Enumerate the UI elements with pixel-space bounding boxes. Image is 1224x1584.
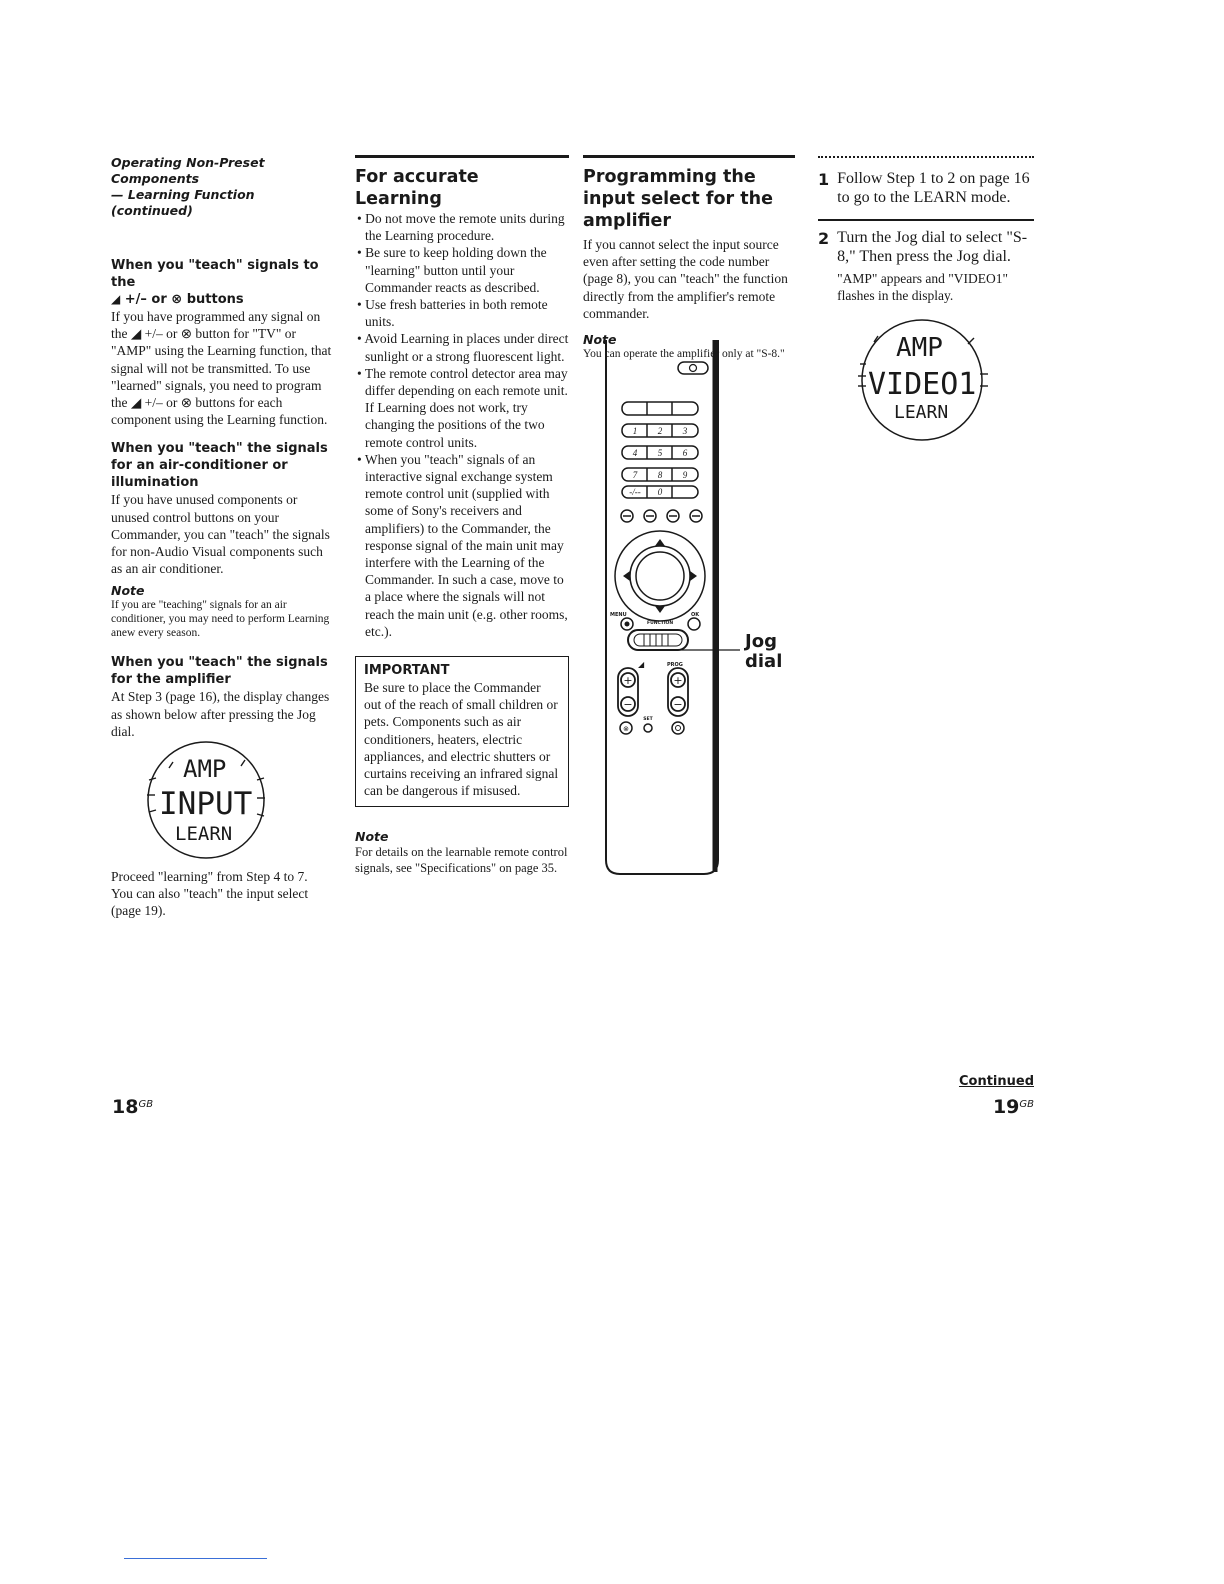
set-button[interactable]: [644, 724, 652, 732]
key-7: 7: [632, 470, 638, 480]
section-heading-amplifier: When you "teach" the signals for the amplifier: [111, 655, 328, 688]
running-head: [111, 155, 333, 219]
list-item: • When you "teach" signals of an interactive signal exchange system remote control unit (supplied with some of Sony's receivers and amplifiers) to the Commander, the response signal of the main unit may interfere with the Learning of the Commander. In such a case, move to a place where the signals will not reach the main unit (e.g. other rooms, etc.).: [357, 451, 568, 639]
heading-line-2: +/– or ⊗ buttons: [124, 292, 244, 307]
lcd-display-video1: [818, 316, 1034, 446]
lcd-bottom-text: LEARN: [175, 823, 233, 846]
input-button-row[interactable]: [622, 402, 698, 415]
step-subtext: "AMP" appears and "VIDEO1" flashes in the display.: [837, 271, 1009, 304]
menu-label: MENU: [610, 612, 627, 618]
sleep-button[interactable]: [672, 722, 684, 734]
key-8: 8: [657, 470, 663, 480]
lcd-main-text: VIDEO1: [868, 367, 977, 403]
lcd-main-text: INPUT: [159, 786, 253, 823]
key-3: 3: [682, 426, 688, 436]
list-item: • Avoid Learning in places under direct sunlight or a strong fluorescent light.: [357, 331, 569, 364]
note-heading: Note: [583, 332, 617, 348]
middle-column: [355, 155, 569, 876]
lcd-display-input: [111, 740, 333, 860]
note-heading: Note: [111, 583, 145, 599]
running-head-line-3: — Learning Function (continued): [111, 187, 255, 218]
important-box: [355, 656, 569, 806]
mute-icon: ⊗: [623, 725, 629, 733]
section-heading-air-conditioner: When you "teach" the signals for an air-conditioner or illumination: [111, 441, 328, 491]
remote-illustration: [600, 340, 790, 880]
important-heading: IMPORTANT: [364, 663, 450, 679]
divider: [818, 156, 1034, 158]
section-input-select: [583, 155, 795, 361]
key-6: 6: [682, 448, 688, 458]
key-9: 9: [682, 470, 688, 480]
step-2: [818, 229, 1034, 304]
volume-icon: ◢: [638, 660, 645, 669]
running-head-line-1: Operating Non-Preset: [111, 155, 265, 170]
list-item: • The remote control detector area may differ depending on each remote unit. If Learning does not work, try changing the positions of the two remote control units.: [357, 365, 568, 450]
step-text: Follow Step 1 to 2 on page 16 to go to the LEARN mode.: [837, 170, 1030, 206]
divider: [818, 219, 1034, 221]
step-text: Turn the Jog dial to select "S-8," Then press the Jog dial.: [837, 229, 1028, 265]
power-button[interactable]: [678, 362, 708, 374]
lcd-display-graphic: [111, 740, 333, 860]
list-item: • Do not move the remote units during the Learning procedure.: [357, 211, 565, 244]
note-text: You can operate the amplifier only at "S-8.": [583, 348, 785, 361]
note-heading: Note: [355, 828, 389, 844]
section-heading-teach-buttons: [111, 257, 333, 308]
important-body: Be sure to place the Commander out of the reach of small children or pets. Components such as air conditioners, heaters, electric appliances, and electric shutters or curtains receiving an infrared signal can be dangerous if misused.: [364, 680, 559, 799]
lcd-top-text: AMP: [896, 333, 943, 364]
key-4: 4: [632, 448, 638, 458]
lcd-display-graphic: [818, 316, 1034, 446]
arrow-up-icon: [655, 539, 665, 546]
lcd-top-text: AMP: [183, 755, 227, 784]
lcd-bottom-text: LEARN: [894, 402, 949, 424]
key-2: 2: [657, 426, 663, 436]
section-body-amplifier: At Step 3 (page 16), the display changes as shown below after pressing the Jog dial.: [111, 689, 330, 739]
running-head-line-2: Components: [111, 171, 200, 186]
key-dash: -/--: [629, 487, 641, 497]
arrow-left-icon: [623, 571, 630, 581]
page-number-left: $18^{GB}$: [112, 1096, 154, 1118]
note-text: For details on the learnable remote control signals, see "Specifications" on page 35.: [355, 844, 568, 875]
ok-label: OK: [691, 612, 700, 618]
third-column: [583, 155, 795, 361]
key-5: 5: [657, 448, 663, 458]
ok-button[interactable]: [688, 618, 700, 630]
section-body-air-conditioner: If you have unused components or unused control buttons on your Commander, you can "teach" the signals for non-Audio Visual components such as an air conditioner.: [111, 492, 330, 577]
note-text: If you are "teaching" signals for an air conditioner, you may need to perform Learning anew every season.: [111, 599, 330, 640]
section-heading-input-select: Programming the input select for the amplifier: [583, 167, 773, 231]
remote-graphic: [600, 340, 790, 880]
tips-list: [355, 210, 569, 640]
left-column: [111, 155, 333, 920]
after-text-2: You can also "teach" the input select (page 19).: [111, 886, 309, 919]
jog-dial-callout: Jog dial: [745, 631, 783, 672]
after-text-1: Proceed "learning" from Step 4 to 7.: [111, 869, 308, 885]
list-item: • Be sure to keep holding down the "learning" button until your Commander reacts as described.: [357, 245, 547, 295]
volume-icon: ◢: [111, 292, 121, 306]
page-number-right: $19^{GB}$: [992, 1096, 1034, 1118]
continued-label: Continued: [958, 1074, 1034, 1089]
plus-icon: +: [623, 674, 633, 687]
minus-icon: −: [623, 698, 633, 711]
step-number: 2: [818, 229, 830, 248]
minus-icon: −: [673, 698, 683, 711]
key-1: 1: [632, 426, 638, 436]
section-accurate-learning: [355, 155, 569, 640]
arrow-down-icon: [655, 606, 665, 613]
section-body-input-select: If you cannot select the input source even after setting the code number (page 8), you can "teach" the function directly from the amplifier's remote commander.: [583, 237, 788, 321]
arrow-right-icon: [690, 571, 697, 581]
heading-line-1: When you "teach" signals to the: [111, 258, 319, 290]
step-1: [818, 170, 1034, 207]
section-body-teach-buttons: If you have programmed any signal on the ◢ +/– or ⊗ button for "TV" or "AMP" using the Learning function, that signal will not be transmitted. To use "learned" signals, you need to program the ◢ +/– or ⊗ buttons for each component using the Learning function.: [111, 309, 332, 428]
plus-icon: +: [673, 674, 683, 687]
key-0: 0: [657, 487, 663, 497]
section-heading-accurate-learning: For accurate Learning: [355, 167, 479, 209]
step-number: 1: [818, 170, 830, 189]
prog-label: PROG: [667, 662, 683, 668]
bottom-rule: [124, 1558, 267, 1559]
set-label: SET: [643, 717, 653, 722]
function-label: FUNCTION: [647, 621, 674, 626]
power-icon: [690, 365, 697, 372]
jog-dial[interactable]: [628, 630, 688, 650]
right-column: [818, 156, 1034, 446]
list-item: • Use fresh batteries in both remote units.: [357, 297, 548, 330]
